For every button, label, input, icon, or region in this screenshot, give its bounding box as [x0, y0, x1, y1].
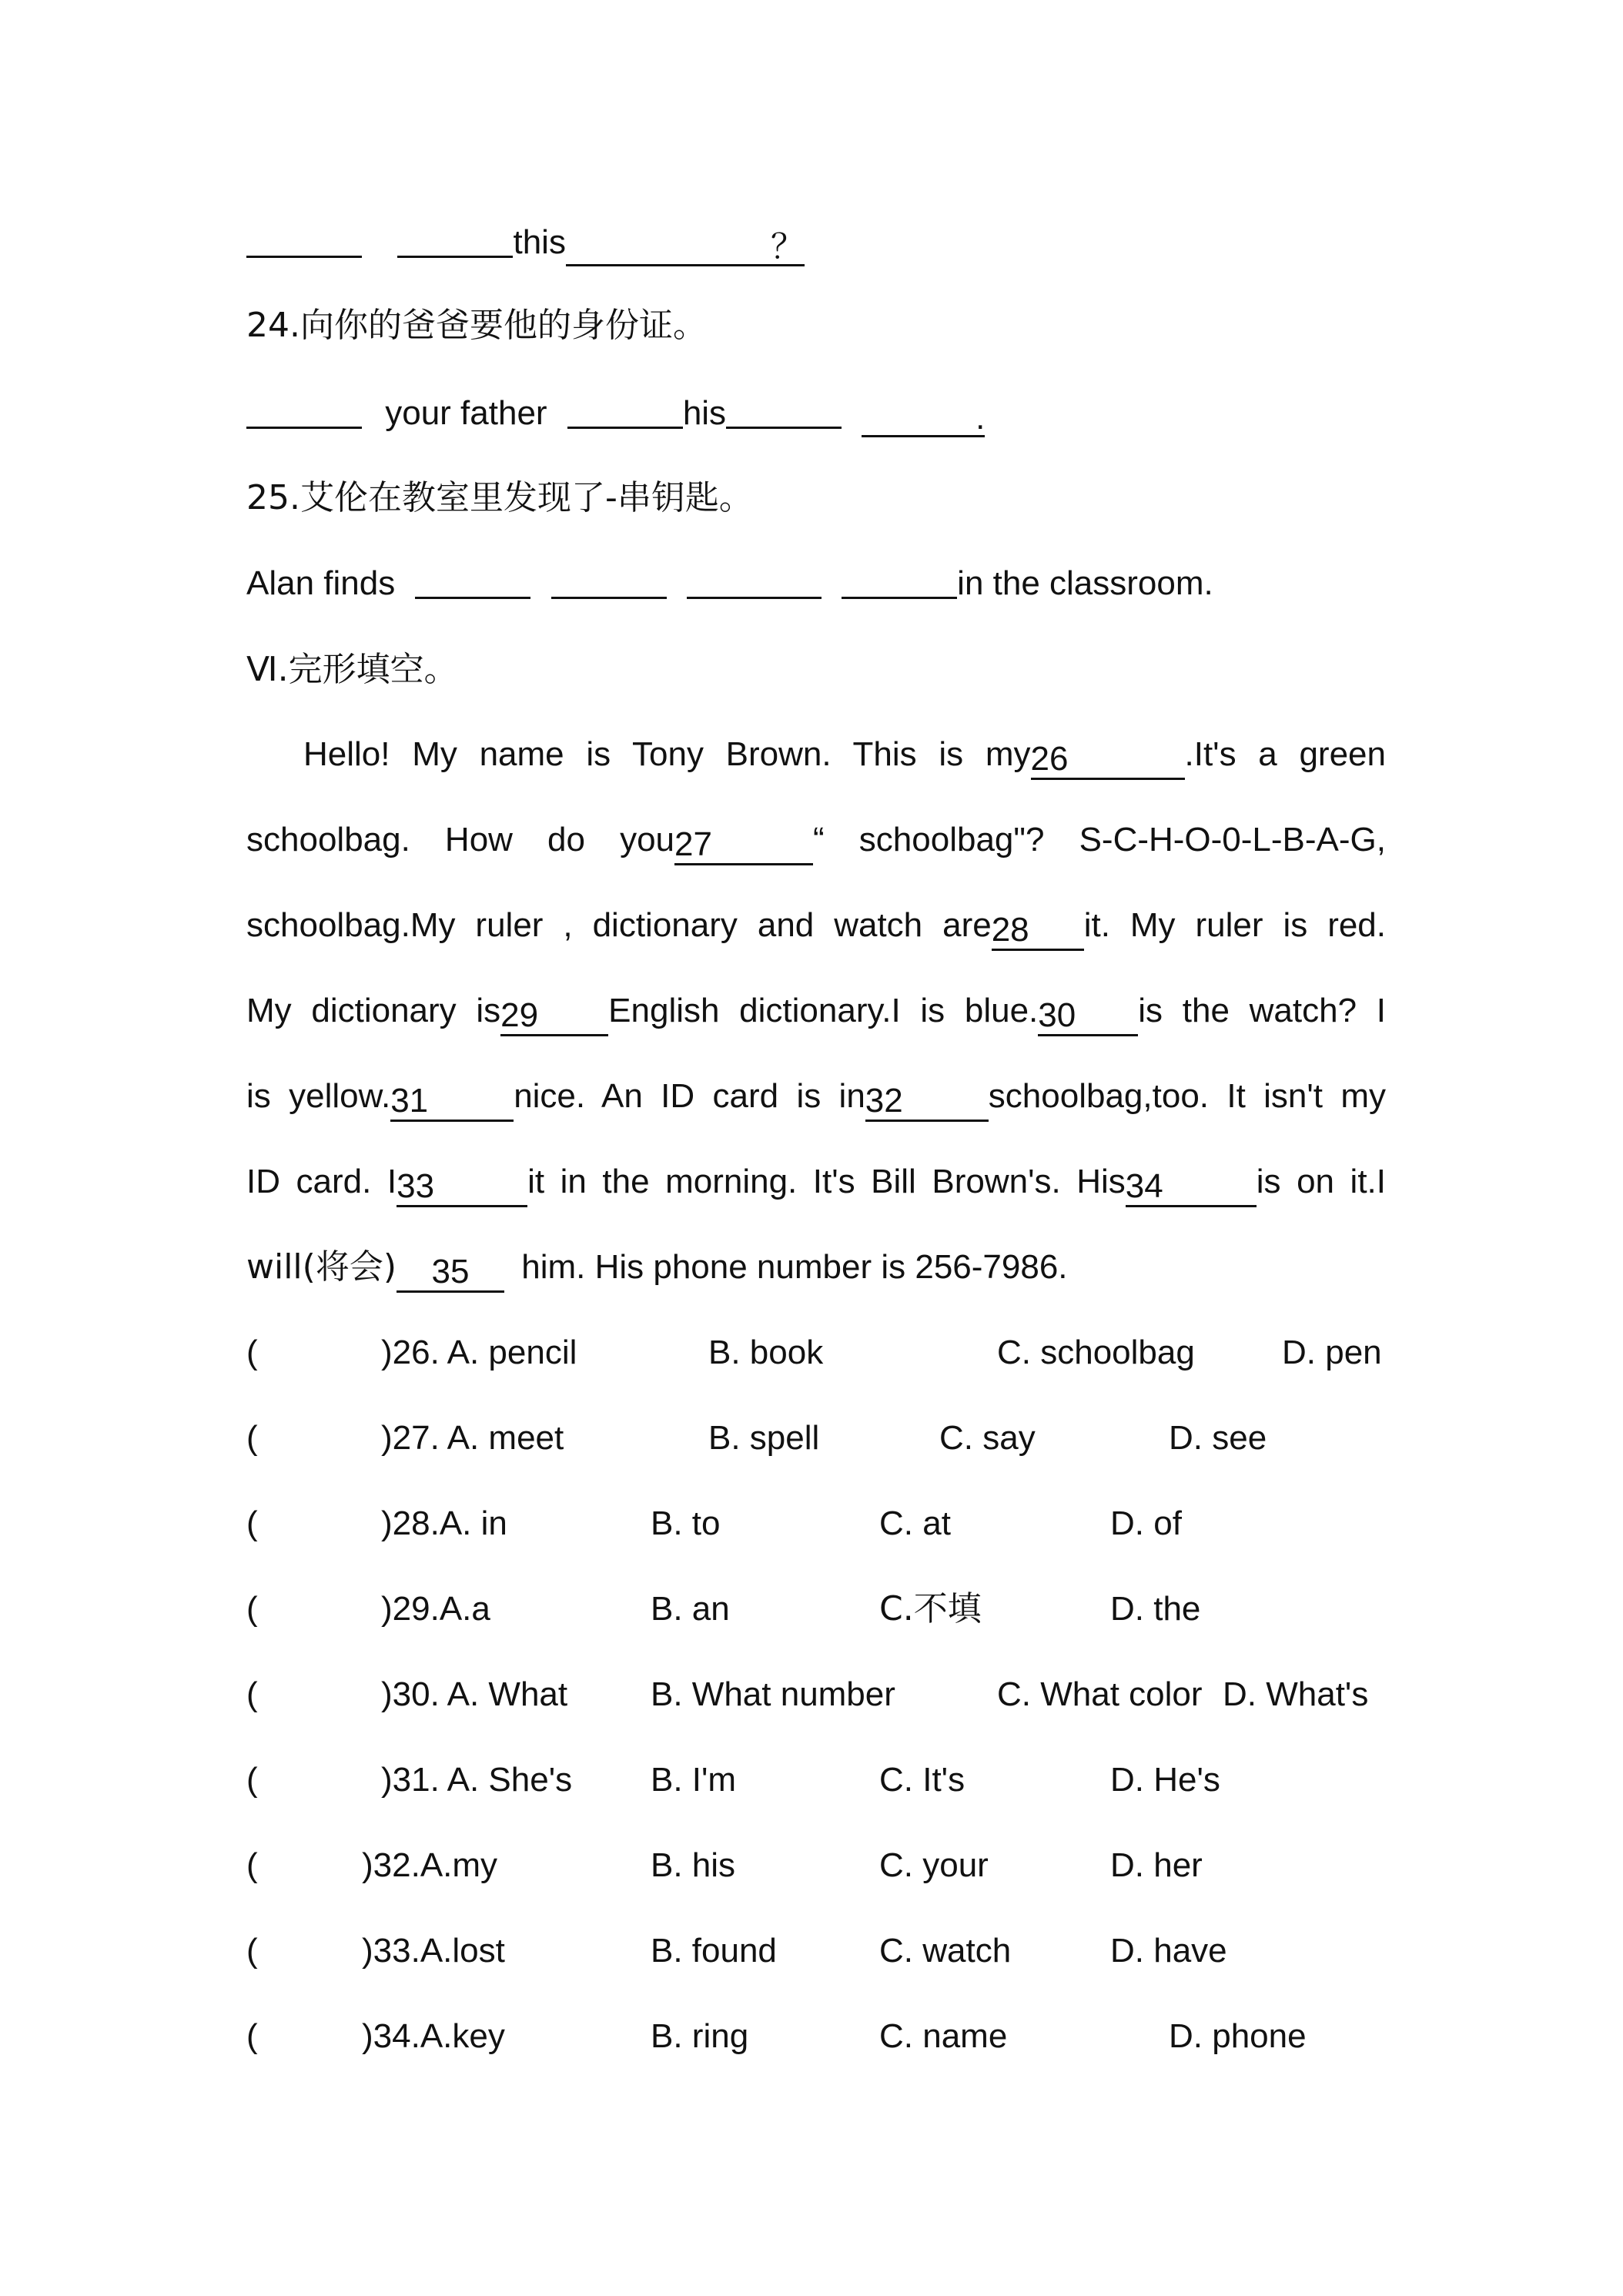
q24-word-his: his — [682, 394, 727, 432]
passage-line — [246, 731, 1386, 780]
blank-number: 31 — [390, 1082, 429, 1120]
answer-blank[interactable] — [687, 563, 822, 599]
passage-line — [246, 1244, 1068, 1293]
option-c[interactable]: C. at — [879, 1504, 951, 1542]
passage-text: it in the morning. It's Bill Brown's. His — [527, 1163, 1126, 1200]
passage-text: Hello! My name is Tony Brown. This is my — [303, 735, 1031, 773]
option-d[interactable]: D. the — [1110, 1590, 1201, 1628]
blank-number: 29 — [500, 996, 539, 1034]
option-c[interactable]: C. name — [879, 2017, 1008, 2055]
question-label: )29.A.a — [381, 1590, 490, 1628]
passage-line — [246, 1159, 1386, 1207]
option-c[interactable]: C. watch — [879, 1932, 1012, 1970]
option-c[interactable]: C. It's — [879, 1761, 965, 1799]
option-c[interactable]: C. say — [939, 1419, 1036, 1457]
question-label: )27. A. meet — [381, 1419, 564, 1457]
passage-text: English dictionary.I is blue. — [608, 992, 1039, 1029]
blank-number: 30 — [1038, 996, 1076, 1034]
question-label: )31. A. She's — [381, 1761, 573, 1799]
answer-blank[interactable] — [397, 222, 513, 258]
blank-number: 34 — [1125, 1167, 1163, 1205]
passage-line — [246, 988, 1386, 1036]
cloze-blank-26[interactable] — [1031, 742, 1185, 780]
option-d[interactable]: D. her — [1110, 1846, 1203, 1884]
q23-word-this: this — [513, 223, 566, 261]
option-row — [246, 1842, 1401, 1889]
q25-start-text: Alan finds — [246, 564, 396, 602]
option-b[interactable]: B. ring — [651, 2017, 749, 2055]
answer-paren[interactable]: ( — [246, 1334, 258, 1371]
q24-word-your-father: your father — [385, 394, 547, 432]
option-d[interactable]: D. What's — [1223, 1675, 1369, 1713]
option-row — [246, 2013, 1401, 2060]
blank-number: 26 — [1030, 740, 1069, 778]
q24-answer-line — [246, 390, 985, 437]
cloze-blank-35[interactable] — [397, 1255, 504, 1293]
answer-paren[interactable]: ( — [246, 1419, 258, 1457]
option-c[interactable]: C. schoolbag — [997, 1334, 1195, 1371]
cloze-blank-27[interactable] — [674, 825, 813, 865]
passage-text: is on it.I — [1256, 1163, 1386, 1200]
passage-line — [246, 902, 1386, 951]
option-b[interactable]: B. to — [651, 1504, 721, 1542]
option-b[interactable]: B. spell — [708, 1419, 820, 1457]
answer-blank[interactable] — [246, 393, 362, 429]
passage-text: will(将会) — [246, 1247, 397, 1287]
cloze-blank-30[interactable] — [1038, 996, 1138, 1036]
option-b[interactable]: B. What number — [651, 1675, 895, 1713]
option-d[interactable]: D. pen — [1282, 1334, 1382, 1371]
cloze-blank-31[interactable] — [390, 1084, 514, 1122]
q23-question-mark: ？ — [770, 228, 805, 266]
answer-blank[interactable] — [862, 401, 985, 437]
passage-line — [246, 1073, 1386, 1122]
question-label: )30. A. What — [381, 1675, 568, 1713]
passage-text: him. His phone number is 256-7986. — [521, 1248, 1068, 1286]
answer-blank[interactable] — [551, 563, 667, 599]
q25-prompt: 25.艾伦在教室里发现了-串钥匙。 — [246, 478, 753, 517]
blank-number: 28 — [991, 911, 1029, 949]
answer-paren[interactable]: ( — [246, 1590, 258, 1628]
answer-blank[interactable] — [842, 563, 957, 599]
q24-prompt: 24.向你的爸爸要他的身份证。 — [246, 306, 707, 345]
cloze-blank-32[interactable] — [865, 1084, 989, 1122]
passage-text: schoolbag. How do you — [246, 821, 675, 858]
passage-text: “ schoolbag"? S-C-H-O-0-L-B-A-G, — [813, 821, 1386, 858]
question-label: )34.A.key — [362, 2017, 505, 2055]
q23-answer-line — [246, 219, 805, 266]
option-row — [246, 1330, 1401, 1376]
option-b[interactable]: B. his — [651, 1846, 736, 1884]
passage-text: it. My ruler is red. — [1083, 906, 1387, 944]
cloze-blank-28[interactable] — [992, 913, 1084, 951]
passage-line — [246, 817, 1386, 865]
worksheet-page — [246, 0, 1401, 2296]
blank-number: 32 — [865, 1082, 903, 1120]
blank-number: 27 — [674, 825, 712, 863]
option-c[interactable]: C. What color — [997, 1675, 1203, 1713]
option-d[interactable]: D. of — [1110, 1504, 1182, 1542]
section-title: Ⅵ.完形填空。 — [246, 650, 458, 689]
option-c[interactable]: C.不填 — [879, 1589, 982, 1628]
answer-paren[interactable]: ( — [246, 1846, 258, 1884]
option-row — [246, 1586, 1401, 1632]
answer-paren[interactable]: ( — [246, 2017, 258, 2055]
passage-text: .It's a green — [1184, 735, 1386, 773]
answer-blank[interactable] — [567, 393, 683, 429]
option-row — [246, 1672, 1401, 1718]
answer-blank[interactable] — [566, 230, 805, 266]
option-d[interactable]: D. see — [1169, 1419, 1267, 1457]
passage-text: is the watch? I — [1138, 992, 1386, 1029]
passage-text: schoolbag,too. It isn't my — [988, 1077, 1386, 1115]
answer-blank[interactable] — [246, 222, 362, 258]
q25-answer-line — [246, 561, 1213, 607]
q24-period: . — [975, 399, 986, 437]
passage-text: schoolbag.My ruler , dictionary and watch are — [246, 906, 992, 944]
option-b[interactable]: B. found — [651, 1932, 777, 1970]
answer-paren[interactable]: ( — [246, 1504, 258, 1542]
option-d[interactable]: D. have — [1110, 1932, 1227, 1970]
option-d[interactable]: D. phone — [1169, 2017, 1307, 2055]
q25-end-text: in the classroom. — [957, 564, 1213, 602]
option-row — [246, 1928, 1401, 1974]
option-b[interactable]: B. I'm — [651, 1761, 737, 1799]
option-d[interactable]: D. He's — [1110, 1761, 1220, 1799]
option-c[interactable]: C. your — [879, 1846, 989, 1884]
answer-paren[interactable]: ( — [246, 1761, 258, 1799]
option-b[interactable]: B. an — [651, 1590, 730, 1628]
cloze-blank-34[interactable] — [1125, 1167, 1257, 1207]
passage-text: nice. An ID card is in — [514, 1077, 865, 1115]
blank-number: 35 — [431, 1253, 470, 1290]
passage-text: ID card. I — [246, 1163, 397, 1200]
answer-paren[interactable]: ( — [246, 1932, 258, 1970]
option-row — [246, 1757, 1401, 1803]
option-b[interactable]: B. book — [708, 1334, 824, 1371]
answer-paren[interactable]: ( — [246, 1675, 258, 1713]
answer-blank[interactable] — [415, 563, 530, 599]
cloze-blank-33[interactable] — [397, 1167, 527, 1207]
passage-text: My dictionary is — [246, 992, 501, 1029]
option-row — [246, 1415, 1401, 1461]
cloze-blank-29[interactable] — [500, 996, 608, 1036]
answer-blank[interactable] — [726, 393, 842, 429]
question-label: )28.A. in — [381, 1504, 507, 1542]
option-row — [246, 1501, 1401, 1547]
question-label: )26. A. pencil — [381, 1334, 577, 1371]
blank-number: 33 — [397, 1167, 435, 1205]
question-label: )33.A.lost — [362, 1932, 505, 1970]
passage-text: is yellow. — [246, 1077, 391, 1115]
question-label: )32.A.my — [362, 1846, 498, 1884]
